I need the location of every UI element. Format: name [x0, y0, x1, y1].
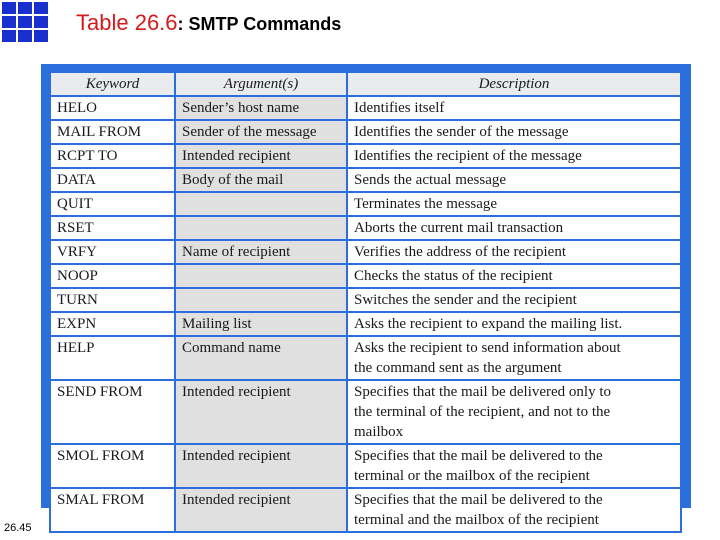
description-cell: Verifies the address of the recipient: [347, 240, 681, 264]
description-cell: Asks the recipient to expand the mailing list.: [347, 312, 681, 336]
table-row: [50, 96, 681, 120]
keyword-cell: NOOP: [50, 264, 175, 288]
keyword-cell: MAIL FROM: [50, 120, 175, 144]
description-cell: Aborts the current mail transaction: [347, 216, 681, 240]
table-row: [50, 264, 681, 288]
table-row: [50, 488, 681, 532]
description-cell: Specifies that the mail be delivered to the terminal and the mailbox of the recipient: [347, 488, 681, 532]
table-header-row: [50, 72, 681, 96]
argument-cell: Body of the mail: [175, 168, 347, 192]
argument-cell: [175, 264, 347, 288]
slide-number: 26.45: [4, 522, 32, 534]
argument-cell: [175, 288, 347, 312]
argument-cell: Intended recipient: [175, 488, 347, 532]
description-cell: Identifies the sender of the message: [347, 120, 681, 144]
argument-cell: Name of recipient: [175, 240, 347, 264]
keyword-cell: SMOL FROM: [50, 444, 175, 488]
argument-cell: [175, 192, 347, 216]
keyword-cell: RSET: [50, 216, 175, 240]
column-header-description: Description: [347, 72, 681, 96]
table-row: [50, 120, 681, 144]
column-header-arguments: Argument(s): [175, 72, 347, 96]
table-row: [50, 240, 681, 264]
argument-cell: Intended recipient: [175, 144, 347, 168]
description-cell: Identifies the recipient of the message: [347, 144, 681, 168]
table-row: [50, 336, 681, 380]
commands-table-frame: [41, 64, 691, 528]
page-title: [76, 10, 341, 36]
argument-cell: Sender of the message: [175, 120, 347, 144]
table-row: [50, 216, 681, 240]
keyword-cell: TURN: [50, 288, 175, 312]
title-sub: : SMTP Commands: [177, 14, 342, 34]
keyword-cell: EXPN: [50, 312, 175, 336]
table-row: [50, 288, 681, 312]
keyword-cell: VRFY: [50, 240, 175, 264]
description-cell: Asks the recipient to send information about the command sent as the argument: [347, 336, 681, 380]
argument-cell: Sender’s host name: [175, 96, 347, 120]
description-cell: Sends the actual message: [347, 168, 681, 192]
table-row: [50, 144, 681, 168]
argument-cell: Command name: [175, 336, 347, 380]
smtp-commands-table: [49, 71, 682, 533]
keyword-cell: SEND FROM: [50, 380, 175, 444]
table-row: [50, 380, 681, 444]
argument-cell: Intended recipient: [175, 380, 347, 444]
table-row: [50, 168, 681, 192]
description-cell: Identifies itself: [347, 96, 681, 120]
keyword-cell: DATA: [50, 168, 175, 192]
table-row: [50, 192, 681, 216]
title-main: Table 26.6: [76, 10, 178, 35]
description-cell: Specifies that the mail be delivered only to the terminal of the recipient, and not to the mailbox: [347, 380, 681, 444]
table-row: [50, 444, 681, 488]
argument-cell: [175, 216, 347, 240]
argument-cell: Intended recipient: [175, 444, 347, 488]
keyword-cell: HELP: [50, 336, 175, 380]
keyword-cell: QUIT: [50, 192, 175, 216]
table-row: [50, 312, 681, 336]
description-cell: Terminates the message: [347, 192, 681, 216]
argument-cell: Mailing list: [175, 312, 347, 336]
description-cell: Specifies that the mail be delivered to the terminal or the mailbox of the recipient: [347, 444, 681, 488]
keyword-cell: RCPT TO: [50, 144, 175, 168]
description-cell: Checks the status of the recipient: [347, 264, 681, 288]
description-cell: Switches the sender and the recipient: [347, 288, 681, 312]
logo-grid-icon: [0, 0, 50, 44]
column-header-keyword: Keyword: [50, 72, 175, 96]
keyword-cell: HELO: [50, 96, 175, 120]
keyword-cell: SMAL FROM: [50, 488, 175, 532]
